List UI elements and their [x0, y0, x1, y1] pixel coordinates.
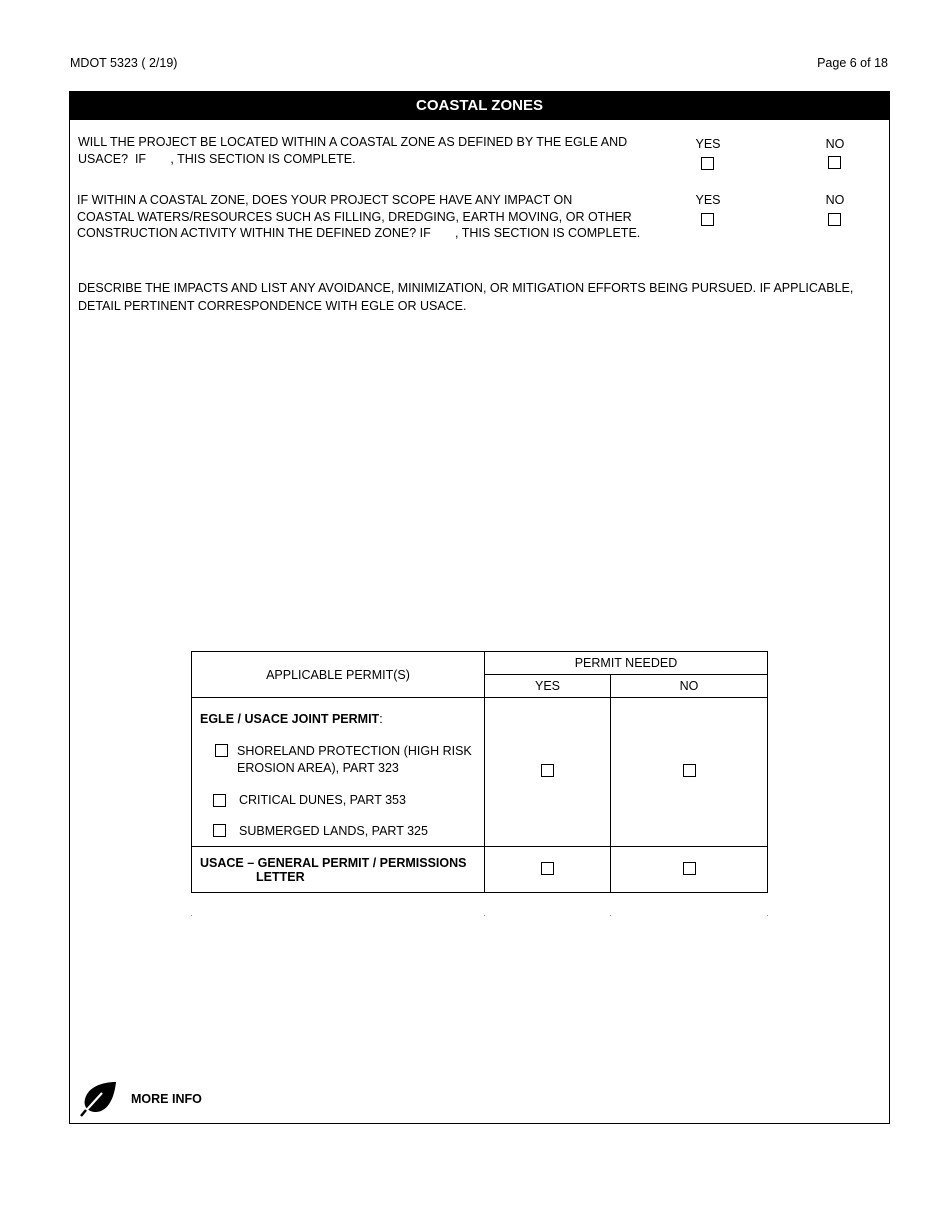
page-number: Page 6 of 18 — [817, 56, 888, 70]
divider-dot — [610, 915, 611, 916]
shoreland-protection-label — [237, 743, 472, 777]
general-permit-no-cell — [611, 847, 768, 893]
critical-dunes-label: CRITICAL DUNES, PART 353 — [239, 793, 406, 807]
submerged-lands-label: SUBMERGED LANDS, PART 325 — [239, 824, 428, 838]
submerged-lands-checkbox[interactable] — [213, 824, 226, 837]
general-permit-yes-cell — [485, 847, 611, 893]
question-2-line3: CONSTRUCTION ACTIVITY WITHIN THE DEFINED ZONE? IF , THIS SECTION IS COMPLETE. — [77, 226, 641, 240]
divider-dot — [484, 915, 485, 916]
leaf-icon[interactable] — [80, 1081, 118, 1122]
table-row — [192, 698, 768, 847]
question-2-yes-label: YES — [695, 193, 721, 207]
question-1 — [78, 134, 627, 167]
edge-mark — [889, 265, 890, 317]
col-header-yes: YES — [485, 675, 611, 698]
divider-dot — [767, 915, 768, 916]
form-code: MDOT 5323 ( 2/19) — [70, 56, 178, 70]
question-1-no-checkbox[interactable] — [828, 156, 841, 169]
joint-permit-yes-checkbox[interactable] — [541, 764, 554, 777]
general-permit-no-checkbox[interactable] — [683, 862, 696, 875]
question-1-line2: USACE? IF , THIS SECTION IS COMPLETE. — [78, 151, 356, 166]
general-permit-line1: USACE – GENERAL PERMIT / PERMISSIONS — [200, 855, 467, 870]
question-2-yes-checkbox[interactable] — [701, 213, 714, 226]
divider-dot — [191, 915, 192, 916]
permit-table — [191, 651, 768, 893]
general-permit-yes-checkbox[interactable] — [541, 862, 554, 875]
joint-permit-cell — [192, 698, 485, 847]
question-2-line1: IF WITHIN A COASTAL ZONE, DOES YOUR PROJECT SCOPE HAVE ANY IMPACT ON — [77, 193, 573, 207]
describe-line2: DETAIL PERTINENT CORRESPONDENCE WITH EGLE OR USACE. — [78, 298, 467, 313]
col-header-permit-needed: PERMIT NEEDED — [485, 652, 768, 675]
describe-line1: DESCRIBE THE IMPACTS AND LIST ANY AVOIDANCE, MINIMIZATION, OR MITIGATION EFFORTS BEING PURSUED. IF APPLICABLE, — [78, 281, 854, 295]
col-header-applicable-permits: APPLICABLE PERMIT(S) — [192, 652, 485, 698]
question-1-no-label: NO — [825, 137, 845, 151]
describe-impacts-textarea[interactable] — [79, 322, 879, 652]
shoreland-protection-checkbox[interactable] — [215, 744, 228, 757]
joint-permit-yes-cell — [485, 698, 611, 847]
question-1-yes-checkbox[interactable] — [701, 157, 714, 170]
critical-dunes-checkbox[interactable] — [213, 794, 226, 807]
more-info-link[interactable]: MORE INFO — [131, 1092, 202, 1106]
section-title: COASTAL ZONES — [70, 92, 889, 120]
coastal-zones-section — [69, 91, 890, 1124]
joint-permit-no-cell — [611, 698, 768, 847]
shoreland-line1: SHORELAND PROTECTION (HIGH RISK — [237, 744, 472, 758]
table-row — [192, 847, 768, 893]
general-permit-line2: LETTER — [256, 869, 305, 884]
joint-permit-no-checkbox[interactable] — [683, 764, 696, 777]
question-2-no-label: NO — [825, 193, 845, 207]
question-2-no-checkbox[interactable] — [828, 213, 841, 226]
question-2-line2: COASTAL WATERS/RESOURCES SUCH AS FILLING, DREDGING, EARTH MOVING, OR OTHER — [77, 209, 632, 224]
col-header-no: NO — [611, 675, 768, 698]
question-1-line1: WILL THE PROJECT BE LOCATED WITHIN A COASTAL ZONE AS DEFINED BY THE EGLE AND — [78, 135, 628, 149]
joint-permit-colon: : — [379, 712, 383, 726]
question-2 — [77, 192, 640, 242]
general-permit-cell — [192, 847, 485, 893]
shoreland-line2: EROSION AREA), PART 323 — [237, 761, 399, 775]
describe-impacts-prompt — [78, 280, 878, 315]
question-1-yes-label: YES — [695, 137, 721, 151]
joint-permit-title: EGLE / USACE JOINT PERMIT — [200, 712, 380, 726]
